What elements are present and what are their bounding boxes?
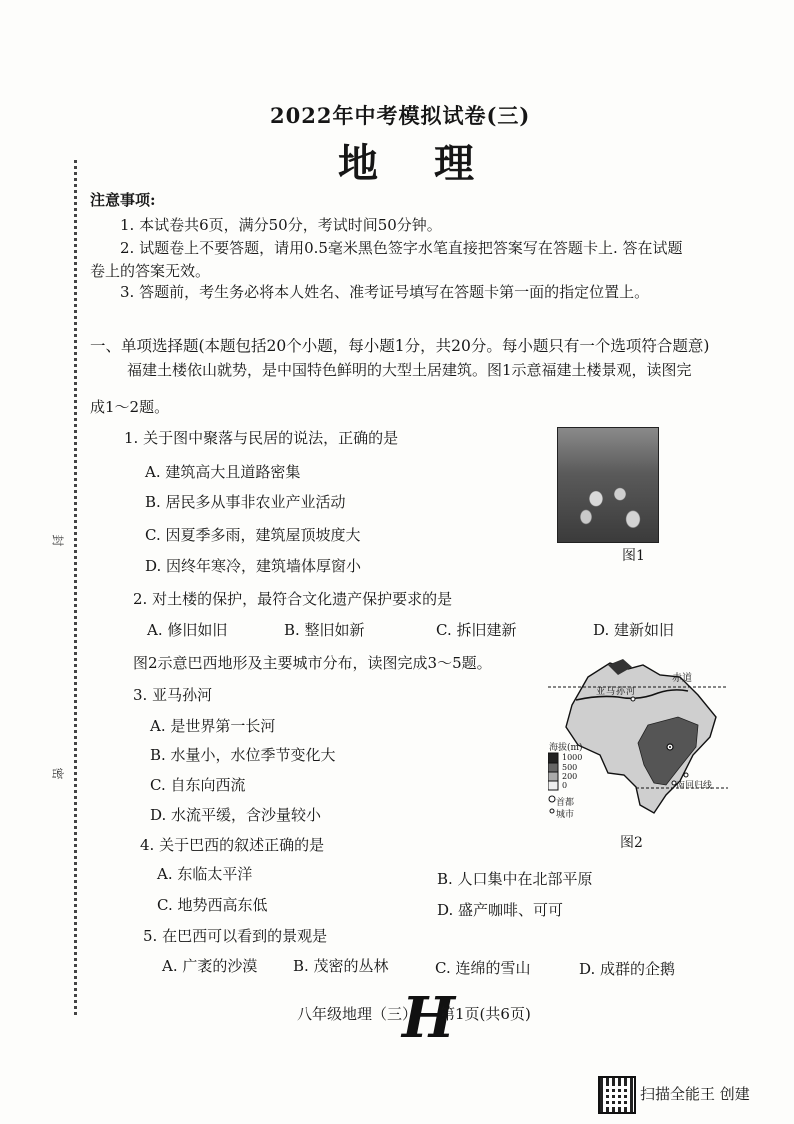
question-stem: 5. 在巴西可以看到的景观是	[143, 927, 328, 945]
notes-heading: 注意事项:	[90, 191, 156, 209]
intro-text: 图2示意巴西地形及主要城市分布，读图完成3～5题。	[133, 654, 492, 672]
legend-city-symbol	[550, 809, 554, 813]
footer-mark: H	[402, 985, 455, 1051]
option-d: D. 因终年寒冷，建筑墙体厚窗小	[145, 557, 362, 575]
footer-page-right: 第1页(共6页)	[440, 1005, 531, 1023]
option-d: D. 建新如旧	[593, 621, 675, 639]
section-heading: 一、单项选择题(本题包括20个小题，每小题1分，共20分。每小题只有一个选项符合题意)	[90, 337, 710, 355]
question-stem: 4. 关于巴西的叙述正确的是	[140, 836, 325, 854]
note-item: 2. 试题卷上不要答题，请用0.5毫米黑色签字水笔直接把答案写在答题卡上. 答在试题	[120, 239, 683, 257]
option-b: B. 整旧如新	[284, 621, 365, 639]
city-marker	[684, 773, 688, 777]
map-label-tropic: 南回归线	[676, 781, 713, 791]
option-c: C. 拆旧建新	[436, 621, 517, 639]
legend-title: 海拔(m)	[549, 743, 583, 753]
option-d: D. 成群的企鹅	[579, 960, 676, 978]
option-a: A. 修旧如旧	[147, 621, 228, 639]
legend-swatch-low	[548, 772, 558, 781]
option-c: C. 地势西高东低	[157, 896, 268, 914]
map-label-river: 亚马孙河	[596, 687, 637, 697]
legend-capital-label: 首都	[556, 798, 575, 808]
figure-2-label: 图2	[620, 835, 643, 851]
figure-1-label: 图1	[622, 548, 645, 564]
option-c: C. 自东向西流	[150, 776, 246, 794]
tulou-photo	[557, 427, 659, 543]
legend-swatch-mid	[548, 763, 558, 772]
note-item: 3. 答题前，考生务必将本人姓名、准考证号填写在答题卡第一面的指定位置上。	[120, 283, 650, 301]
option-a: A. 建筑高大且道路密集	[145, 463, 301, 481]
margin-char-secret: 密	[50, 767, 65, 780]
option-b: B. 人口集中在北部平原	[437, 870, 593, 888]
binding-line	[74, 160, 77, 1015]
option-d: D. 盛产咖啡、可可	[437, 901, 564, 919]
footer-page-left: 八年级地理（三）	[297, 1005, 418, 1023]
capital-marker-dot	[669, 746, 671, 748]
option-a: A. 广袤的沙漠	[162, 957, 258, 975]
scanner-watermark: 扫描全能王 创建	[640, 1085, 750, 1103]
legend-swatch-high	[548, 753, 558, 763]
legend-capital-symbol	[549, 796, 555, 802]
intro-text: 福建土楼依山就势，是中国特色鲜明的大型土居建筑。图1示意福建土楼景观，读图完	[127, 361, 692, 379]
option-d: D. 水流平缓，含沙量较小	[150, 806, 322, 824]
note-item: 1. 本试卷共6页，满分50分，考试时间50分钟。	[120, 216, 442, 234]
exam-title: 2022年中考模拟试卷(三)	[270, 103, 531, 128]
map-label-equator: 赤道	[672, 673, 692, 684]
option-b: B. 居民多从事非农业产业活动	[145, 493, 346, 511]
option-b: B. 水量小，水位季节变化大	[150, 746, 336, 764]
qr-code-icon	[598, 1076, 636, 1114]
option-c: C. 因夏季多雨，建筑屋顶坡度大	[145, 526, 361, 544]
intro-text: 成1～2题。	[90, 398, 170, 416]
legend-swatch-lowest	[548, 781, 558, 790]
legend-level: 1000	[562, 753, 583, 762]
legend-level: 0	[562, 781, 568, 790]
legend-level: 200	[562, 772, 578, 781]
city-marker	[631, 697, 635, 701]
note-item: 卷上的答案无效。	[90, 262, 211, 280]
question-stem: 3. 亚马孙河	[133, 686, 213, 704]
margin-char-seal: 封	[50, 534, 65, 547]
option-a: A. 东临太平洋	[157, 865, 253, 883]
subject-title: 地理	[338, 140, 530, 187]
option-a: A. 是世界第一长河	[150, 717, 276, 735]
option-b: B. 茂密的丛林	[293, 957, 389, 975]
legend-level: 500	[562, 763, 578, 772]
option-c: C. 连绵的雪山	[435, 959, 531, 977]
question-stem: 2. 对土楼的保护，最符合文化遗产保护要求的是	[133, 590, 453, 608]
question-stem: 1. 关于图中聚落与民居的说法，正确的是	[124, 429, 399, 447]
legend-city-label: 城市	[556, 810, 575, 820]
